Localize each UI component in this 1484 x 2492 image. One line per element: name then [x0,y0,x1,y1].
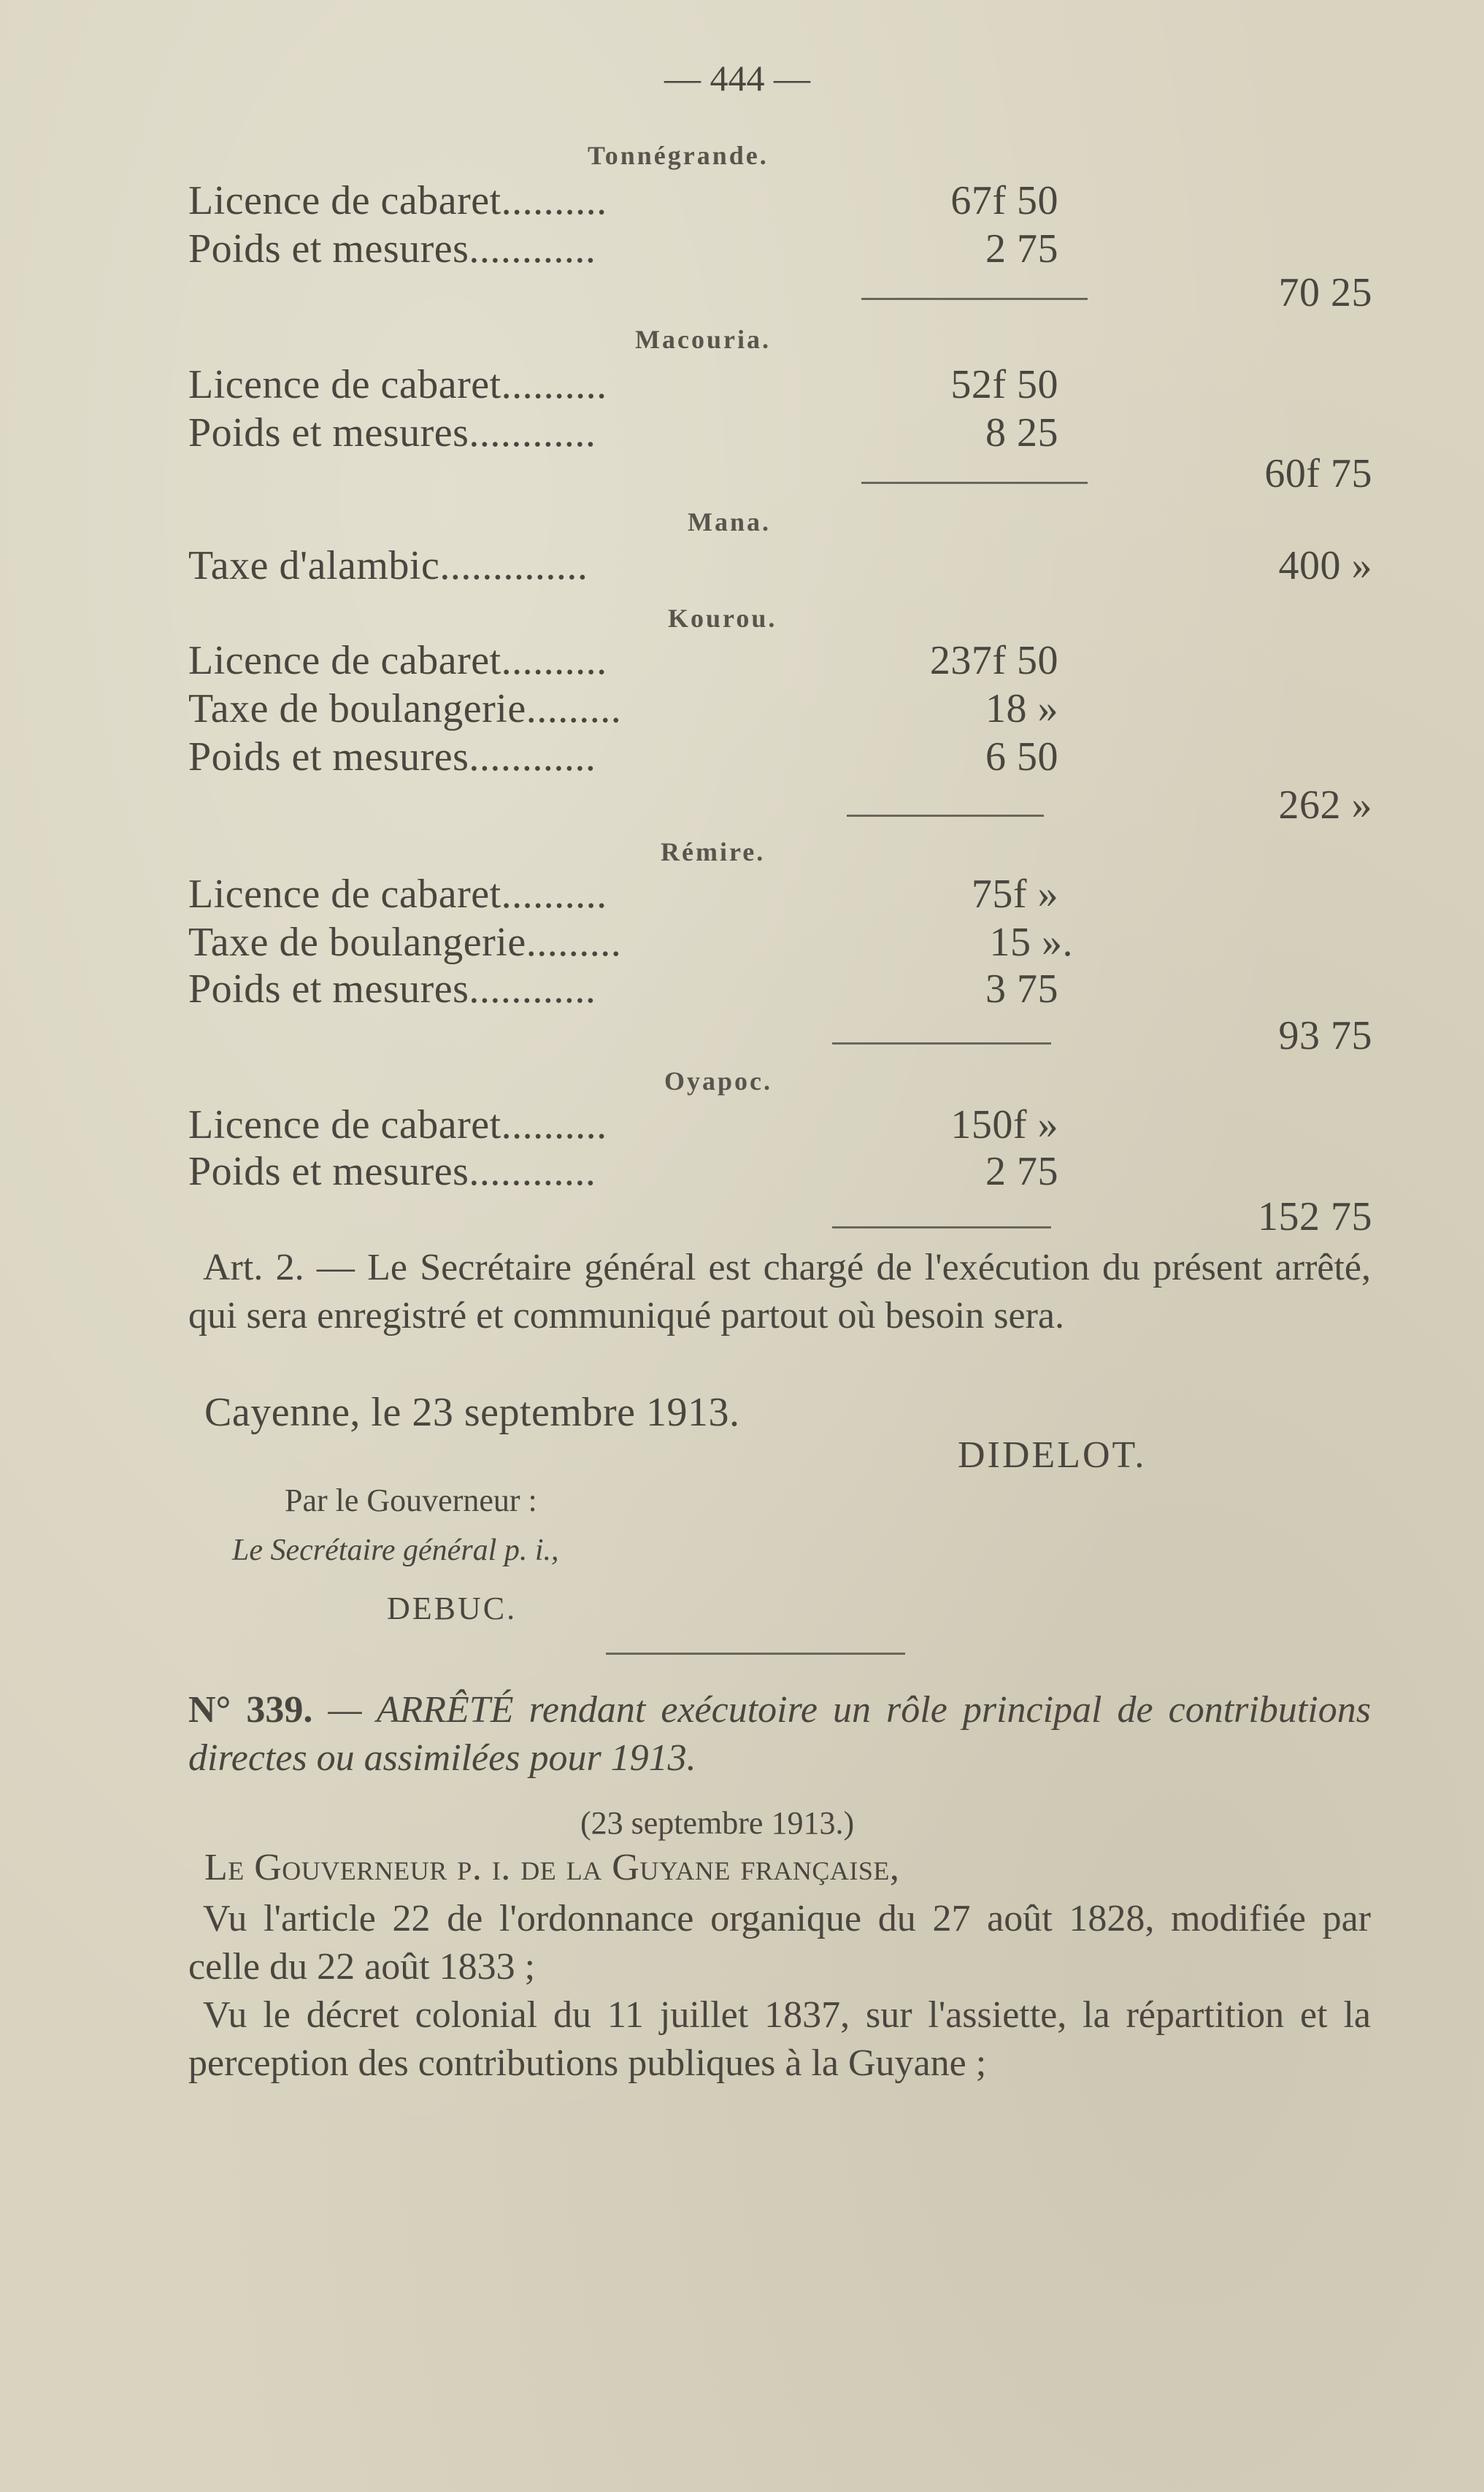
section-total: 93 75 [1278,1013,1372,1058]
section-heading: Macouria. [635,325,771,354]
decree-number: N° 339. [188,1689,313,1731]
place-date: Cayenne, le 23 septembre 1913. [204,1390,740,1435]
decree-date: (23 septembre 1913.) [580,1805,855,1841]
subtotal-rule [832,1042,1051,1045]
section-total: 152 75 [1258,1194,1372,1239]
par-le-gouverneur: Par le Gouverneur : [285,1482,537,1518]
item-amount: 67f 50 [950,178,1058,223]
item-label: Poids et mesures............ [188,410,596,455]
item-label: Licence de cabaret.......... [188,872,607,917]
decree-title: — ARRÊTÉ rendant exécutoire un rôle principal de contributions directes ou assimilées pour 1913. [188,1689,1371,1779]
subtotal-rule [861,482,1088,484]
section-total: 262 » [1278,782,1372,828]
item-amount: 18 » [985,686,1058,731]
separator-rule [606,1653,905,1655]
item-label: Licence de cabaret.......... [188,178,607,223]
section-heading: Rémire. [661,837,766,866]
item-amount: 8 25 [985,410,1058,455]
item-amount: 52f 50 [950,362,1058,407]
section-heading: Oyapoc. [664,1066,773,1096]
item-label: Poids et mesures............ [188,226,596,272]
decree-heading [188,1686,1371,1783]
item-label: Taxe d'alambic.............. [188,543,588,588]
item-amount: 2 75 [985,1149,1058,1194]
item-amount: 2 75 [985,226,1058,272]
signature-governor: DIDELOT. [958,1434,1147,1476]
item-amount: 150f » [950,1102,1058,1147]
item-amount: 3 75 [985,966,1058,1012]
item-amount: 6 50 [985,734,1058,780]
section-total: 60f 75 [1264,451,1372,496]
item-label: Licence de cabaret.......... [188,1102,607,1147]
item-label: Poids et mesures............ [188,1149,596,1194]
item-label: Licence de cabaret.......... [188,362,607,407]
item-label: Poids et mesures............ [188,966,596,1012]
page-number: — 444 — [664,58,810,99]
preamble-paragraph: Vu le décret colonial du 11 juillet 1837, sur l'assiette, la répartition et la perception des contributions publiques à la Guyane ; [188,1994,1371,2084]
item-label: Poids et mesures............ [188,734,596,780]
subtotal-rule [847,815,1044,817]
secretaire-title: Le Secrétaire général p. i., [232,1534,559,1567]
section-total: 400 » [1278,543,1372,588]
article-2-paragraph: Art. 2. — Le Secrétaire général est chargé de l'exécution du présent arrêté, qui sera enregistré et communiqué partout où besoin sera. [188,1247,1371,1337]
subtotal-rule [861,298,1088,300]
section-heading: Kourou. [668,604,777,633]
item-amount: 237f 50 [929,638,1058,683]
item-label: Licence de cabaret.......... [188,638,607,683]
preamble-paragraph: Vu l'article 22 de l'ordonnance organique du 27 août 1828, modifiée par celle du 22 août 1833 ; [188,1898,1371,1988]
preamble-governor: Le Gouverneur p. i. de la Guyane française, [204,1847,900,1888]
item-label: Taxe de boulangerie......... [188,920,622,965]
item-label: Taxe de boulangerie......... [188,686,622,731]
item-amount: 75f » [971,872,1058,917]
section-heading: Mana. [688,507,771,537]
subtotal-rule [832,1226,1051,1228]
section-total: 70 25 [1278,270,1372,315]
secretaire-name: DEBUC. [387,1591,518,1626]
section-heading: Tonnégrande. [588,141,769,170]
item-amount: 15 ». [989,920,1073,965]
